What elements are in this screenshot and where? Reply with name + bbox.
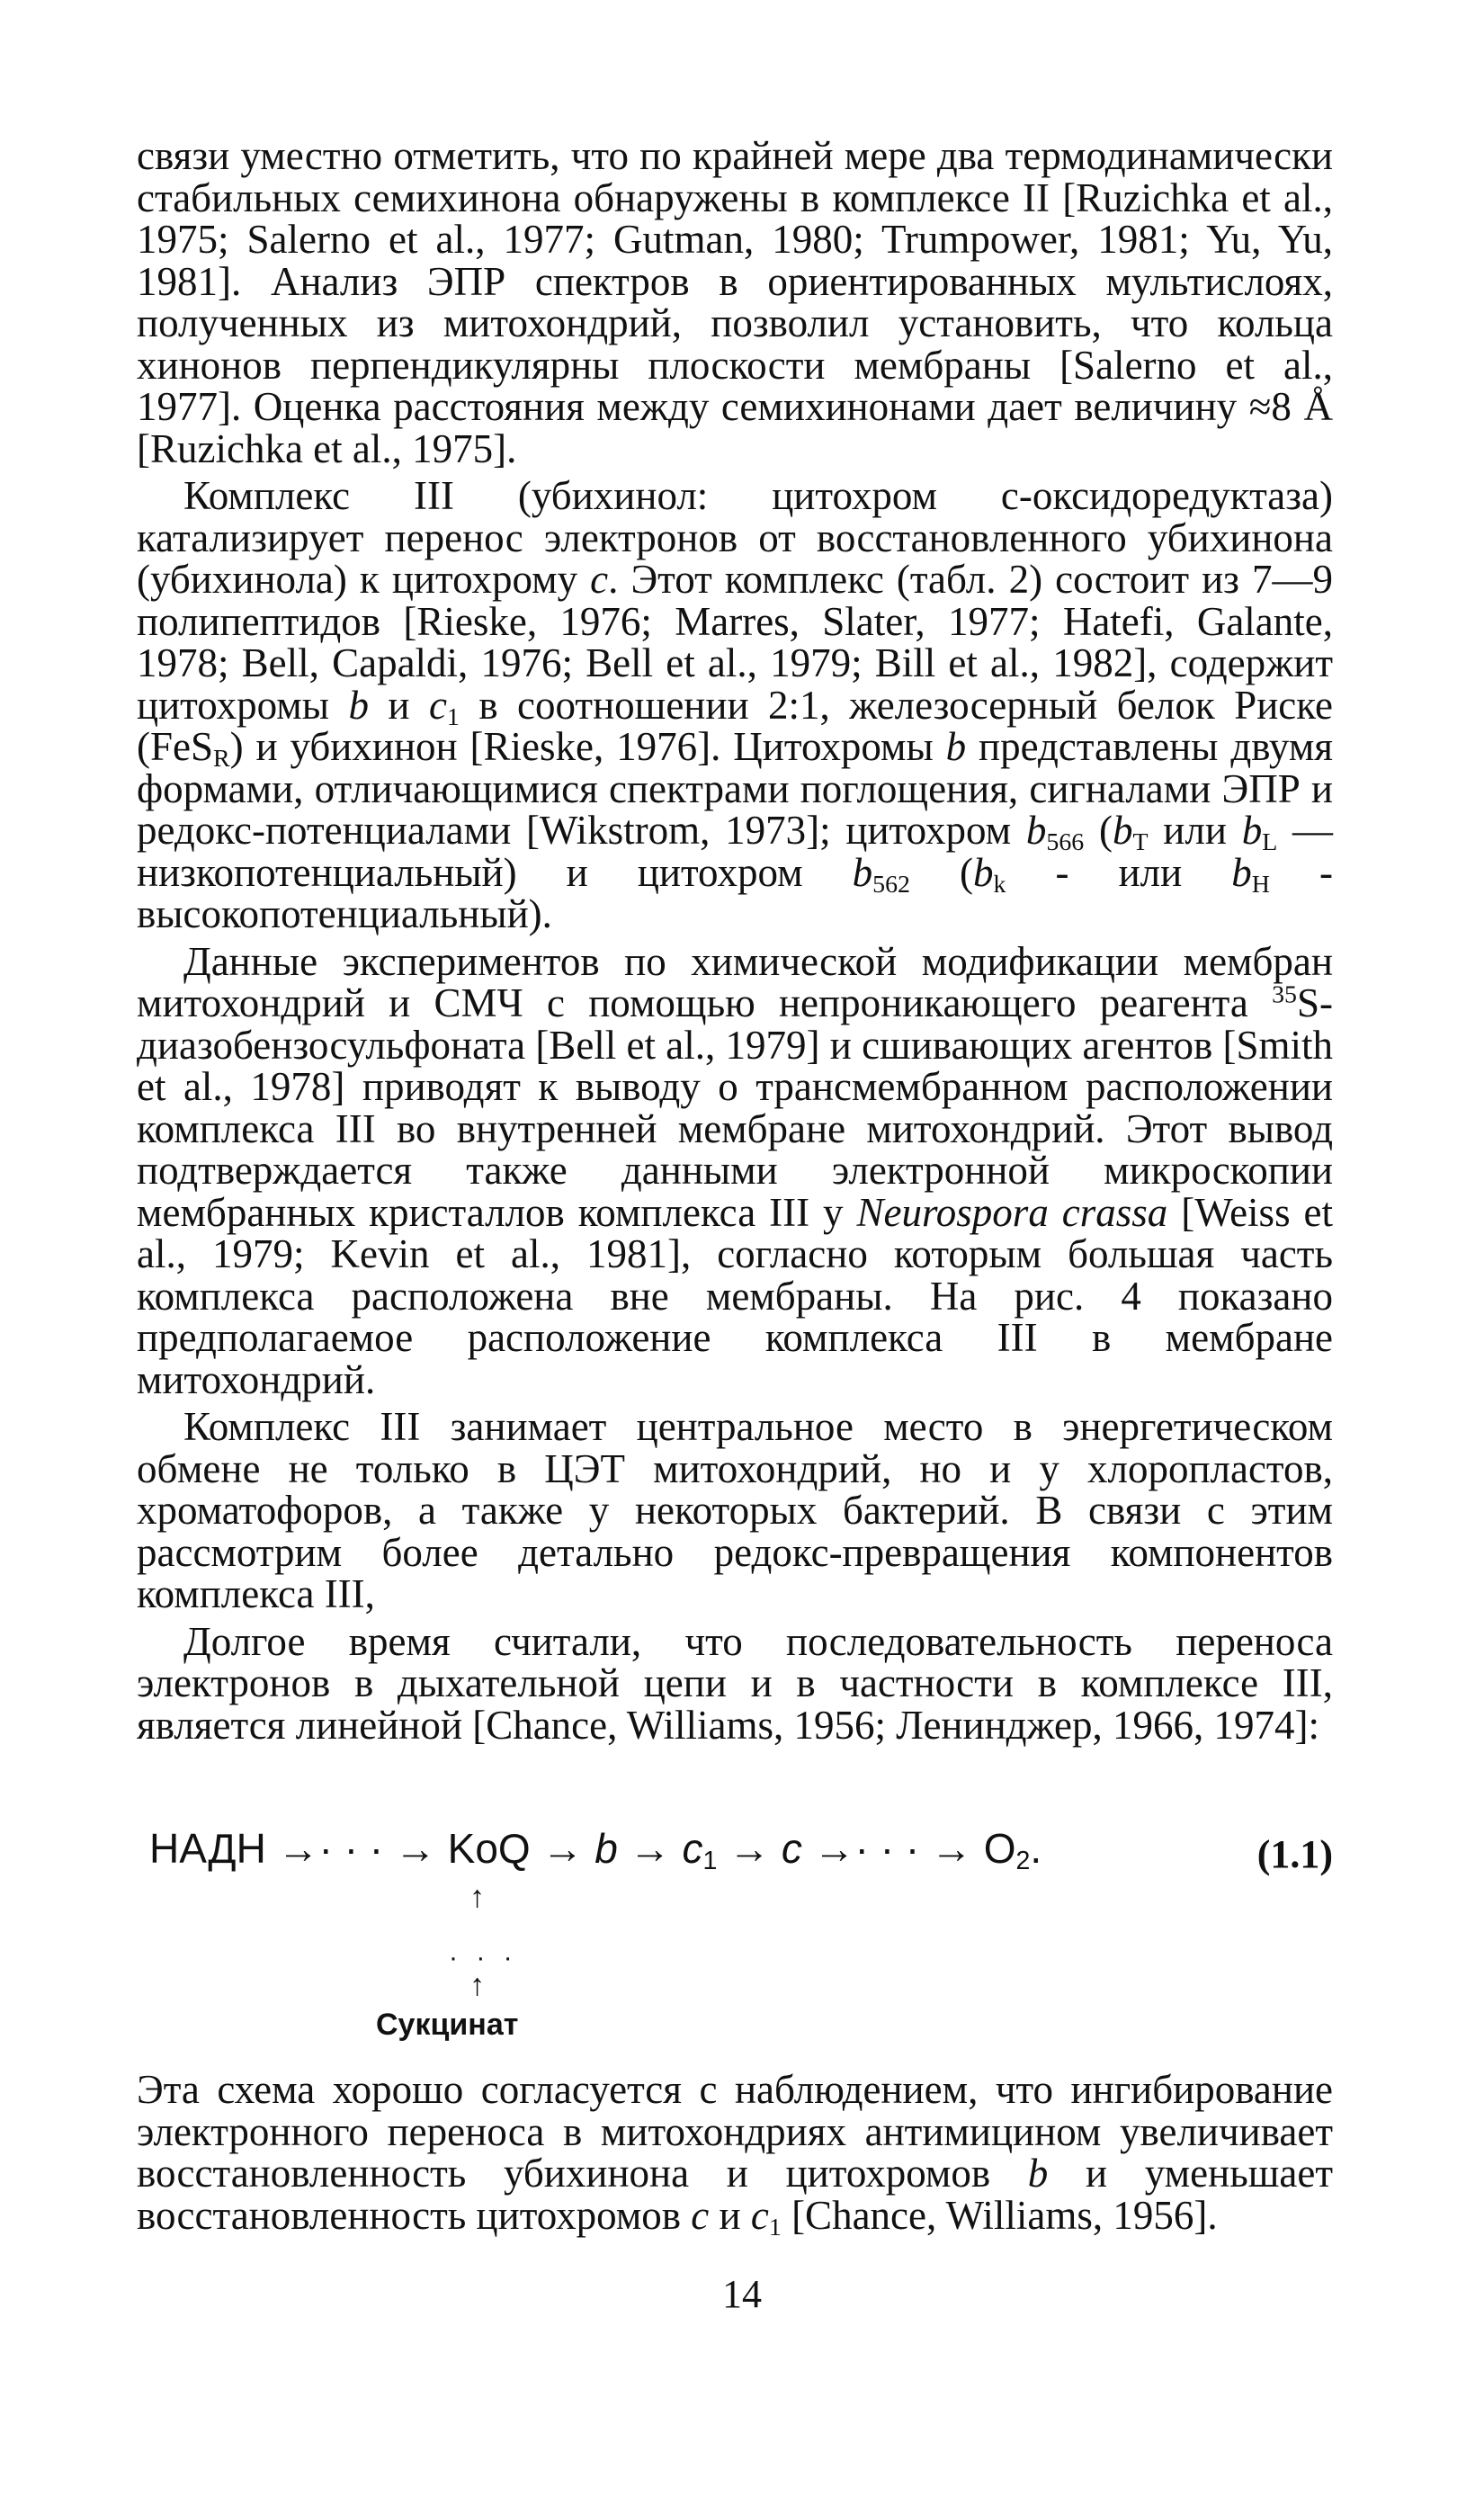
vertical-dots: · · · xyxy=(449,1943,518,1973)
arrow-icon: → xyxy=(541,1825,584,1872)
arrow-icon: → xyxy=(629,1825,671,1872)
arrow-icon: → xyxy=(729,1825,771,1872)
paragraph-2: Комплекс III (убихинол: цитохром с-оксидоредуктаза) катализирует перенос электронов от восстановленного убихинона (убихинола) к цитохрому c. Этот комплекс (табл. 2) состоит из 7—9 полипептидов [Rieske, 1976; Marres, Slater, 1977; Hatefi, Galante, 1978; Bell, Capaldi, 1976; Bell et al., 1979; Bill et al., 1982], содержит цитохромы b и $c_1$ в соотношении 2:1, железосерный белок Риске (FeS$_R$) и убихинон [Rieske, 1976]. Цитохромы b представлены двумя формами, отличающимися спектрами поглощения, сигналами ЭПР и редокс-потенциалами [Wikstrom, 1973]; цитохром $b_{566}$ ($b_T$ или $b_L$ — низкопотенциальный) и цитохром $b_{562}$ ($b_k$ - или $b_H$ - высокопотенциальный). xyxy=(137,473,1334,936)
page-number: 14 xyxy=(722,2272,762,2316)
paragraph-5: Долгое время считали, что последовательность переноса электронов в дыхательной цепи и в частности в комплексе III, является линейной [Chance, Williams, 1956; Ленинджер, 1966, 1974]: xyxy=(137,1618,1333,1748)
scheme-c: c xyxy=(781,1825,802,1872)
scheme-b: b xyxy=(594,1825,618,1872)
scheme-koq: KoQ xyxy=(447,1825,531,1872)
paragraph-3: Данные экспериментов по химической модификации мембран митохондрий и СМЧ с помощью непроникающего реагента $^{35}$S-диазобензосульфоната [Bell et al., 1979] и сшивающих агентов [Smith et al., 1978] приводят к выводу о трансмембранном расположении комплекса III во внутренней мембране митохондрий. Этот вывод подтверждается также данными электронной микроскопии мембранных кристаллов комплекса III у Neurospora crassa [Weiss et al., 1979; Kevin et al., 1981], согласно которым большая часть комплекса расположена вне мембраны. На рис. 4 показано предполагаемое расположение комплекса III в мембране митохондрий. xyxy=(137,938,1333,1402)
reaction-scheme xyxy=(137,1808,1333,2042)
scheme-o2: O xyxy=(983,1825,1016,1872)
arrow-dots-icon: →· · · → xyxy=(813,1825,972,1872)
equation-number: (1.1) xyxy=(1256,1832,1333,1876)
paragraph-6: Эта схема хорошо согласуется с наблюдением, что ингибирование электронного переноса в митохондриях антимицином увеличивает восстановленность убихинона и цитохромов b и уменьшает восстановленность цитохромов c и $c_1$ [Chance, Williams, 1956]. xyxy=(137,2067,1333,2241)
scheme-main-row: НАДН →· · · → KoQ → $b \to c_1 \to c$ →· · · → $O_2$. xyxy=(149,1825,1042,1876)
text-block-lower xyxy=(137,2067,1333,2241)
text-block-upper xyxy=(137,135,1333,1746)
paragraph-1: связи уместно отметить, что по крайней мере два термодинамически стабильных семихинона обнаружены в комплексе II [Ruzichka et al., 1975; Salerno et al., 1977; Gutman, 1980; Trumpower, 1981; Yu, Yu, 1981]. Анализ ЭПР спектров в ориентированных мультислоях, полученных из митохондрий, позволил установить, что кольца хинонов перпендикулярны плоскости мембраны [Salerno et al., 1977]. Оценка расстояния между семихинонами дает величину ≈8 Å [Ruzichka et al., 1975]. xyxy=(137,133,1333,471)
arrow-dots-icon: →· · · → xyxy=(277,1825,436,1872)
scheme-substrate-label: Сукцинат xyxy=(376,2008,519,2042)
scheme-nadh: НАДН xyxy=(149,1825,266,1872)
up-arrow-icon: ↑ xyxy=(469,1880,485,1914)
up-arrow-icon: ↑ xyxy=(469,1968,485,2002)
paragraph-4: Комплекс III занимает центральное место в энергетическом обмене не только в ЦЭТ митохондрий, но и у хлоропластов, хроматофоров, а также у некоторых бактерий. В связи с этим рассмотрим более детально редокс-превращения компонентов комплекса III, xyxy=(137,1404,1333,1616)
scheme-c1: c xyxy=(682,1825,703,1872)
